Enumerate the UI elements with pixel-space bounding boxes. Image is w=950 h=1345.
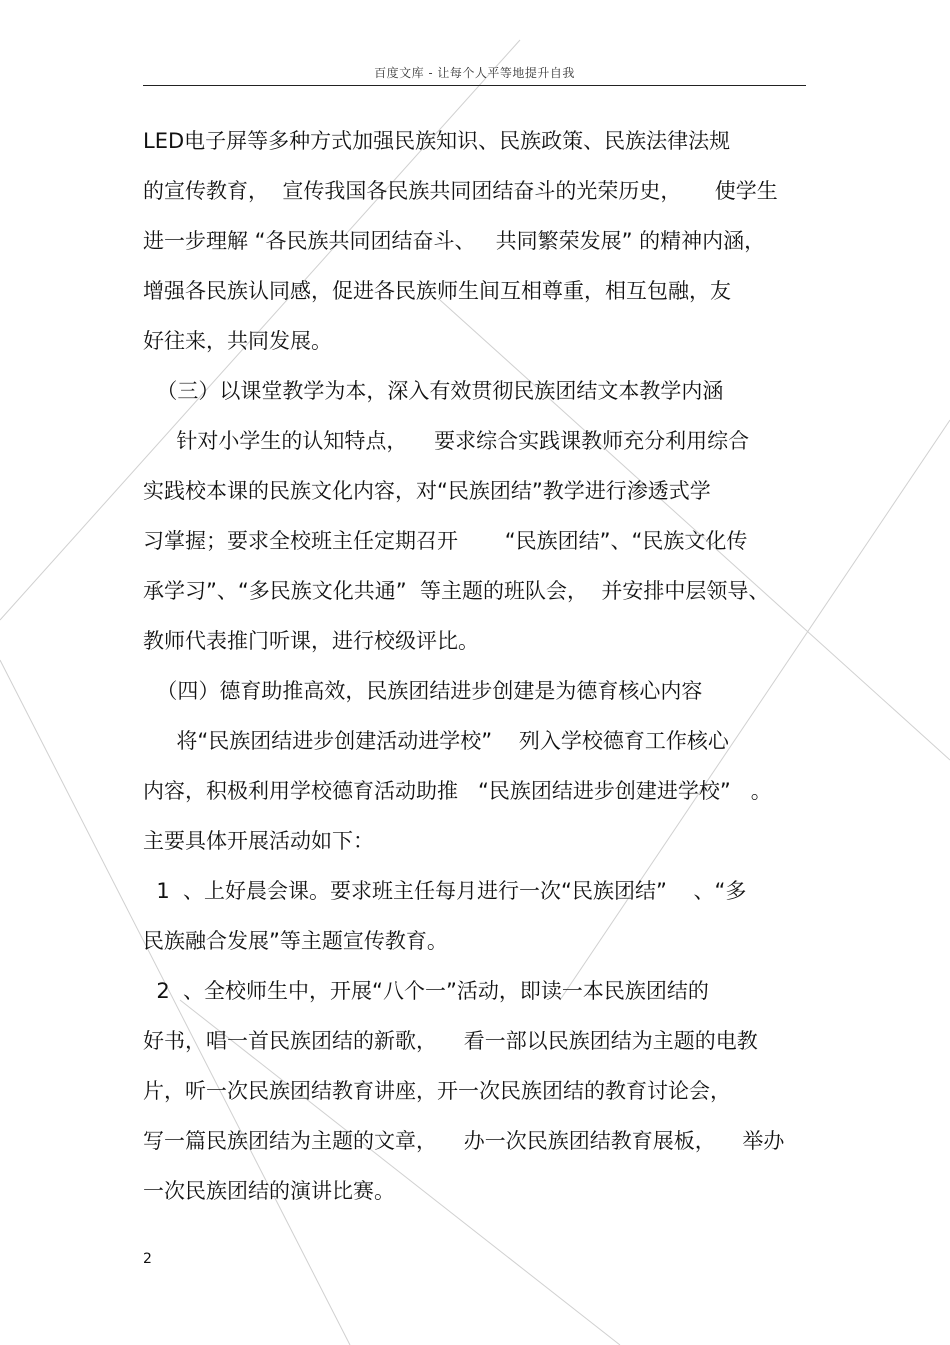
list-item-text: 一次民族团结的演讲比赛。 [143, 1179, 395, 1203]
text-line: 内容，积极利用学校德育活动助推 “民族团结进步创建进学校” 。 [143, 779, 772, 803]
text-line: 教师代表推门听课，进行校级评比。 [143, 629, 479, 653]
list-item-text: 2 、全校师生中，开展“八个一”活动，即读一本民族团结的 [143, 979, 709, 1003]
list-item-text: 1 、上好晨会课。要求班主任每月进行一次“民族团结” 、“多 [143, 879, 747, 903]
list-item-text: 片，听一次民族团结教育讲座，开一次民族团结的教育讨论会， [143, 1079, 731, 1103]
text-line: 习掌握；要求全校班主任定期召开 “民族团结”、“民族文化传 [143, 529, 748, 553]
list-item-text: 好书，唱一首民族团结的新歌， 看一部以民族团结为主题的电教 [143, 1029, 758, 1053]
text-line: 好往来，共同发展。 [143, 329, 332, 353]
section-heading: （四）德育助推高效，民族团结进步创建是为德育核心内容 [143, 679, 703, 703]
text-line: 承学习”、“多民族文化共通” 等主题的班队会， 并安排中层领导、 [143, 579, 770, 603]
list-item-text: 民族融合发展”等主题宣传教育。 [143, 929, 448, 953]
text-line: LED电子屏等多种方式加强民族知识、民族政策、民族法律法规 [143, 129, 731, 153]
text-line: 针对小学生的认知特点， 要求综合实践课教师充分利用综合 [143, 429, 750, 453]
text-line: 实践校本课的民族文化内容，对“民族团结”教学进行渗透式学 [143, 479, 711, 503]
text-line: 增强各民族认同感，促进各民族师生间互相尊重，相互包融，友 [143, 279, 731, 303]
section-heading: （三）以课堂教学为本，深入有效贯彻民族团结文本教学内涵 [143, 379, 724, 403]
text-line: 的宣传教育， 宣传我国各民族共同团结奋斗的光荣历史， 使学生 [143, 179, 778, 203]
text-line: 主要具体开展活动如下： [143, 829, 374, 853]
text-line: 进一步理解 “各民族共同团结奋斗、 共同繁荣发展” 的精神内涵， [143, 229, 766, 253]
header-divider [143, 85, 806, 86]
text-line: 将“民族团结进步创建活动进学校” 列入学校德育工作核心 [143, 729, 729, 753]
list-item-text: 写一篇民族团结为主题的文章， 办一次民族团结教育展板， 举办 [143, 1129, 785, 1153]
page-header: 百度文库 - 让每个人平等地提升自我 [374, 66, 575, 80]
page-number: 2 [143, 1251, 152, 1267]
